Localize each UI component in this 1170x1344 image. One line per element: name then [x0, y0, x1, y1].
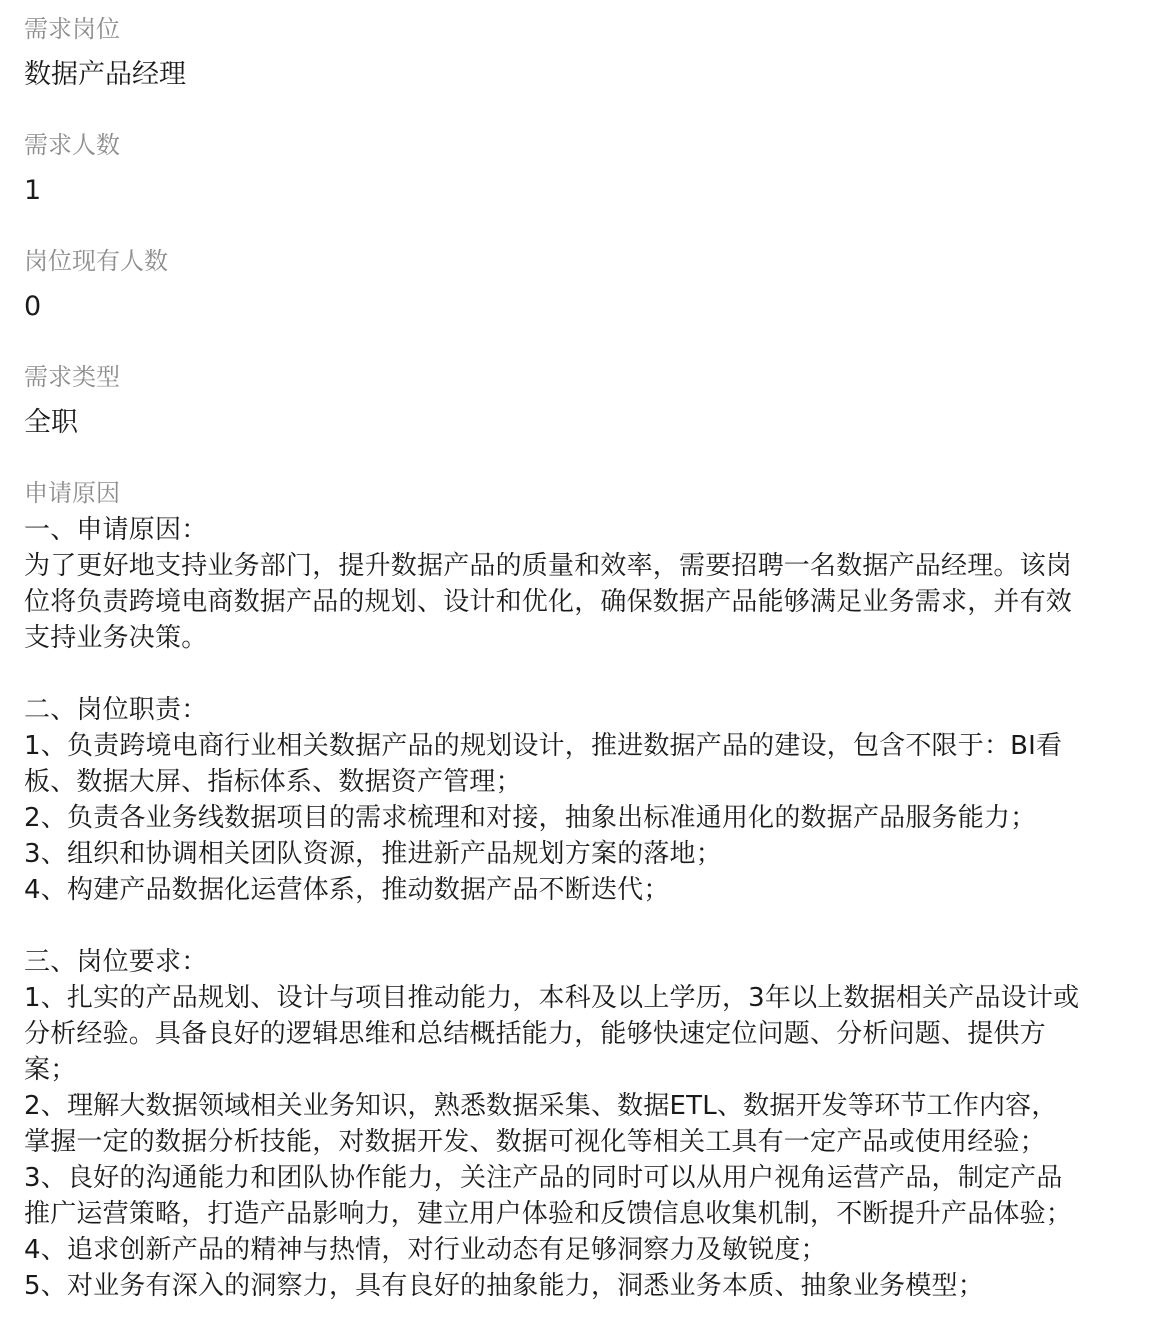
reason-line: 三、岗位要求： — [24, 947, 208, 977]
reason-line: 板、数据大屏、指标体系、数据资产管理； — [24, 767, 522, 797]
reason-line: 推广运营策略，打造产品影响力，建立用户体验和反馈信息收集机制，不断提升产品体验； — [24, 1199, 1073, 1229]
field-reason-label: 申请原因 — [24, 479, 120, 507]
reason-line: 2、负责各业务线数据项目的需求梳理和对接，抽象出标准通用化的数据产品服务能力； — [24, 803, 1037, 833]
reason-line: 4、追求创新产品的精神与热情，对行业动态有足够洞察力及敏锐度； — [24, 1235, 827, 1265]
reason-line: 3、良好的沟通能力和团队协作能力，关注产品的同时可以从用户视角运营产品，制定产品 — [24, 1163, 1063, 1193]
reason-line: 案； — [24, 1055, 77, 1085]
field-current-staff-value: 0 — [24, 291, 42, 322]
field-position-value: 数据产品经理 — [24, 59, 186, 90]
reason-line: 2、理解大数据领域相关业务知识，熟悉数据采集、数据ETL、数据开发等环节工作内容， — [24, 1091, 1058, 1121]
field-position-label: 需求岗位 — [24, 15, 120, 43]
reason-line: 3、组织和协调相关团队资源，推进新产品规划方案的落地； — [24, 839, 722, 869]
reason-line: 分析经验。具备良好的逻辑思维和总结概括能力，能够快速定位问题、分析问题、提供方 — [24, 1019, 1046, 1049]
field-headcount-value: 1 — [24, 175, 42, 206]
field-reason-body — [24, 512, 1146, 1304]
reason-line: 掌握一定的数据分析技能，对数据开发、数据可视化等相关工具有一定产品或使用经验； — [24, 1127, 1046, 1157]
reason-line: 为了更好地支持业务部门，提升数据产品的质量和效率，需要招聘一名数据产品经理。该岗 — [24, 551, 1073, 581]
reason-line: 二、岗位职责： — [24, 695, 208, 725]
field-current-staff-label: 岗位现有人数 — [24, 247, 168, 275]
reason-blank-line — [24, 908, 1146, 944]
reason-line: 支持业务决策。 — [24, 623, 208, 653]
reason-line: 1、负责跨境电商行业相关数据产品的规划设计，推进数据产品的建设，包含不限于：BI看 — [24, 731, 1063, 761]
field-current-staff — [24, 244, 1146, 326]
reason-line: 一、申请原因： — [24, 515, 208, 545]
field-position — [24, 12, 1146, 94]
field-headcount-label: 需求人数 — [24, 131, 120, 159]
reason-line: 1、扎实的产品规划、设计与项目推动能力，本科及以上学历，3年以上数据相关产品设计或 — [24, 983, 1080, 1013]
reason-blank-line — [24, 656, 1146, 692]
reason-line: 5、对业务有深入的洞察力，具有良好的抽象能力，洞悉业务本质、抽象业务模型； — [24, 1271, 984, 1301]
field-headcount — [24, 128, 1146, 210]
field-demand-type-label: 需求类型 — [24, 363, 120, 391]
field-demand-type — [24, 360, 1146, 442]
field-demand-type-value: 全职 — [24, 407, 78, 438]
reason-line: 4、构建产品数据化运营体系，推动数据产品不断迭代； — [24, 875, 670, 905]
reason-line: 位将负责跨境电商数据产品的规划、设计和优化，确保数据产品能够满足业务需求，并有效 — [24, 587, 1073, 617]
